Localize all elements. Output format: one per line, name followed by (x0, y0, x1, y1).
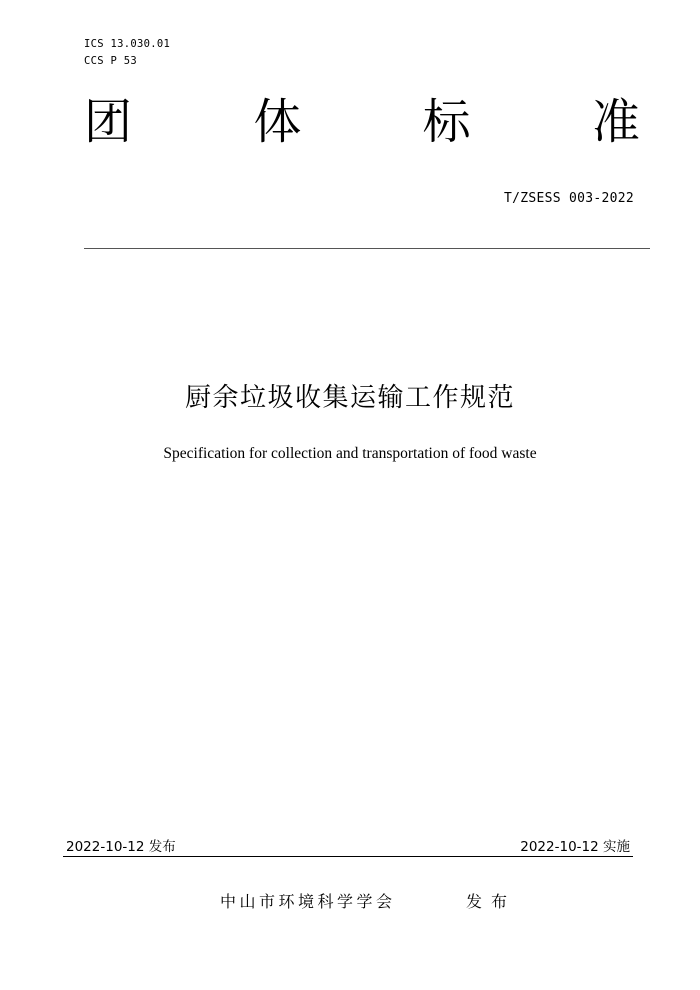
standard-type-title (84, 92, 640, 152)
footer-divider (63, 856, 633, 857)
title-char-1: 团 (84, 94, 133, 150)
title-char-4: 准 (591, 94, 640, 150)
standard-number: T/ZSESS 003-2022 (503, 191, 634, 206)
issue-date: 2022-10-12 发布 (66, 839, 176, 855)
publish-label: 发布 (466, 892, 517, 911)
publisher-name: 中山市环境科学学会 (220, 892, 396, 911)
title-char-2: 体 (253, 94, 302, 150)
document-title-english: Specification for collection and transportation of food waste (163, 445, 537, 462)
ccs-code: CCS P 53 (84, 55, 137, 67)
implementation-date: 2022-10-12 实施 (520, 839, 630, 855)
title-char-3: 标 (422, 94, 471, 150)
document-title-chinese: 厨余垃圾收集运输工作规范 (184, 383, 515, 413)
ics-code: ICS 13.030.01 (84, 38, 171, 50)
header-divider (84, 248, 650, 249)
